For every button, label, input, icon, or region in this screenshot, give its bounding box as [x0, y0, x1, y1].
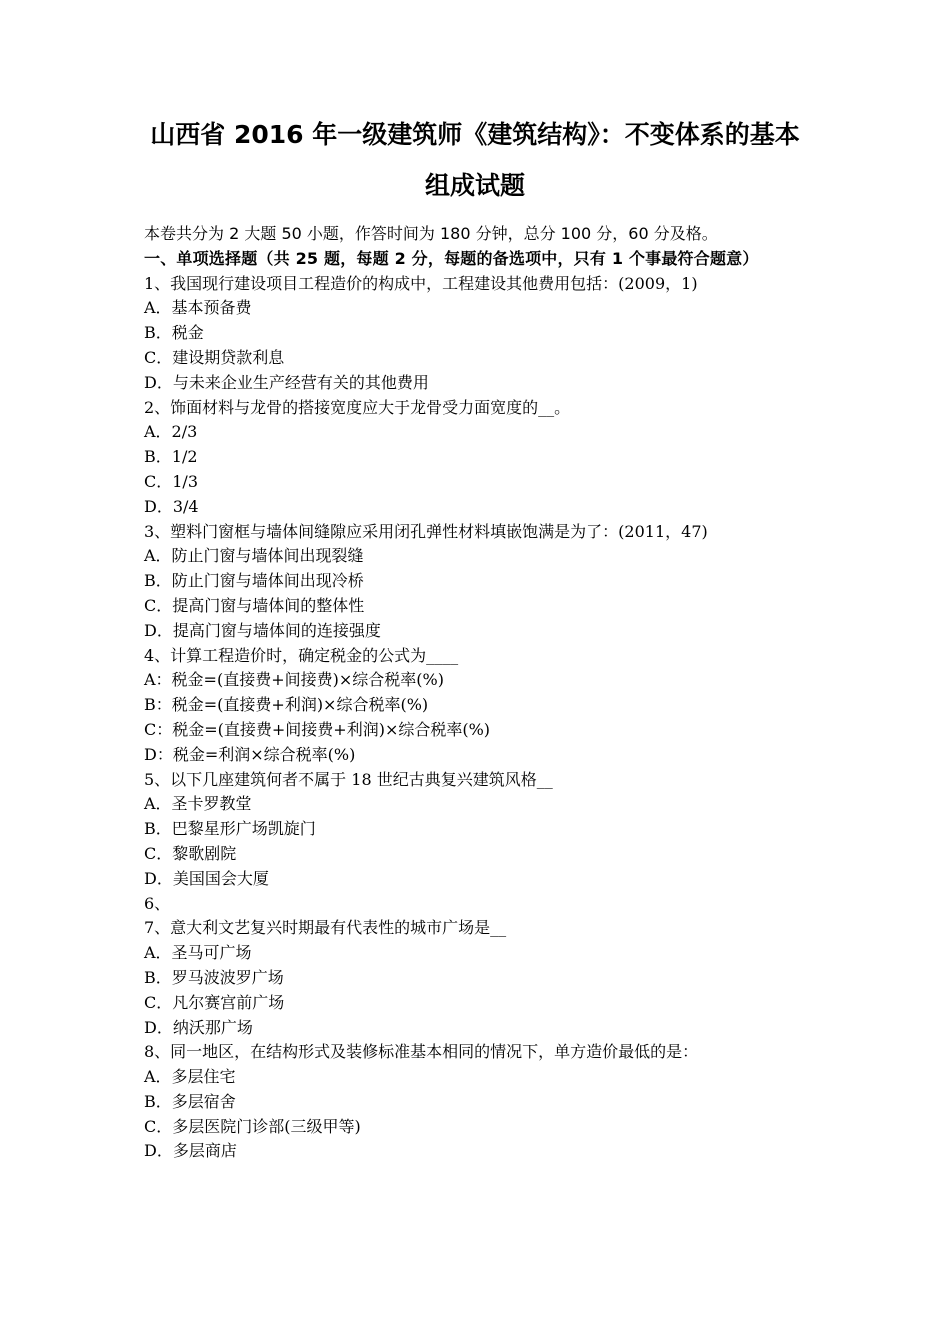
- answer-option: C：税金=(直接费+间接费+利润)×综合税率(%): [144, 719, 491, 739]
- answer-option: A：税金=(直接费+间接费)×综合税率(%): [144, 670, 444, 690]
- question-stem: 3、塑料门窗框与墙体间缝隙应采用闭孔弹性材料填嵌饱满是为了：(2011，47): [144, 521, 708, 541]
- answer-option: C．黎歌剧院: [144, 843, 237, 863]
- answer-option: D：税金=利润×综合税率(%): [144, 744, 356, 764]
- question-item: [144, 768, 824, 892]
- answer-option: D．美国国会大厦: [144, 868, 269, 888]
- document-body: [144, 222, 824, 1164]
- answer-option: D．纳沃那广场: [144, 1017, 253, 1037]
- answer-option: C．建设期贷款利息: [144, 347, 285, 367]
- answer-option: C．1/3: [144, 471, 198, 491]
- answer-option: A．基本预备费: [144, 298, 252, 318]
- question-stem: 8、同一地区，在结构形式及装修标准基本相同的情况下，单方造价最低的是：: [144, 1042, 699, 1062]
- answer-option: A．2/3: [144, 422, 198, 442]
- answer-option: B．1/2: [144, 447, 198, 467]
- question-stem: 7、意大利文艺复兴时期最有代表性的城市广场是__: [144, 918, 507, 938]
- answer-option: B．罗马波波罗广场: [144, 967, 284, 987]
- exam-intro: 本卷共分为 2 大题 50 小题，作答时间为 180 分钟，总分 100 分，60 分及格。: [144, 224, 718, 243]
- answer-option: C．提高门窗与墙体间的整体性: [144, 595, 365, 615]
- question-item: [144, 1040, 824, 1164]
- question-item: [144, 892, 824, 917]
- question-item: [144, 272, 824, 396]
- answer-option: B．税金: [144, 323, 204, 343]
- answer-option: D．与未来企业生产经营有关的其他费用: [144, 372, 429, 392]
- answer-option: C．凡尔赛宫前广场: [144, 992, 285, 1012]
- question-stem: 1、我国现行建设项目工程造价的构成中，工程建设其他费用包括：(2009，1): [144, 273, 698, 293]
- question-item: [144, 396, 824, 520]
- page-title-continued: 组成试题: [424, 171, 525, 200]
- answer-option: A．圣马可广场: [144, 943, 252, 963]
- question-stem: 4、计算工程造价时，确定税金的公式为____: [144, 645, 459, 665]
- answer-option: D．多层商店: [144, 1141, 237, 1161]
- question-stem: 5、以下几座建筑何者不属于 18 世纪古典复兴建筑风格__: [144, 769, 553, 789]
- question-item: [144, 644, 824, 768]
- answer-option: B．防止门窗与墙体间出现冷桥: [144, 571, 364, 591]
- question-item: [144, 916, 824, 1040]
- answer-option: A．圣卡罗教堂: [144, 794, 252, 814]
- page-title: 山西省 2016 年一级建筑师《建筑结构》：不变体系的基本: [150, 120, 800, 149]
- answer-option: C．多层医院门诊部(三级甲等): [144, 1116, 361, 1136]
- question-stem: 6、: [144, 893, 171, 913]
- answer-option: B．多层宿舍: [144, 1091, 236, 1111]
- answer-option: B：税金=(直接费+利润)×综合税率(%): [144, 695, 429, 715]
- answer-option: B．巴黎星形广场凯旋门: [144, 819, 316, 839]
- answer-option: D．提高门窗与墙体间的连接强度: [144, 620, 381, 640]
- answer-option: A．防止门窗与墙体间出现裂缝: [144, 546, 364, 566]
- section-heading: 一、单项选择题（共 25 题，每题 2 分，每题的备选项中，只有 1 个事最符合题意）: [144, 248, 759, 268]
- answer-option: D．3/4: [144, 496, 199, 516]
- answer-option: A．多层住宅: [144, 1067, 236, 1087]
- question-list: [144, 272, 824, 1165]
- question-stem: 2、饰面材料与龙骨的搭接宽度应大于龙骨受力面宽度的__。: [144, 397, 571, 417]
- question-item: [144, 520, 824, 644]
